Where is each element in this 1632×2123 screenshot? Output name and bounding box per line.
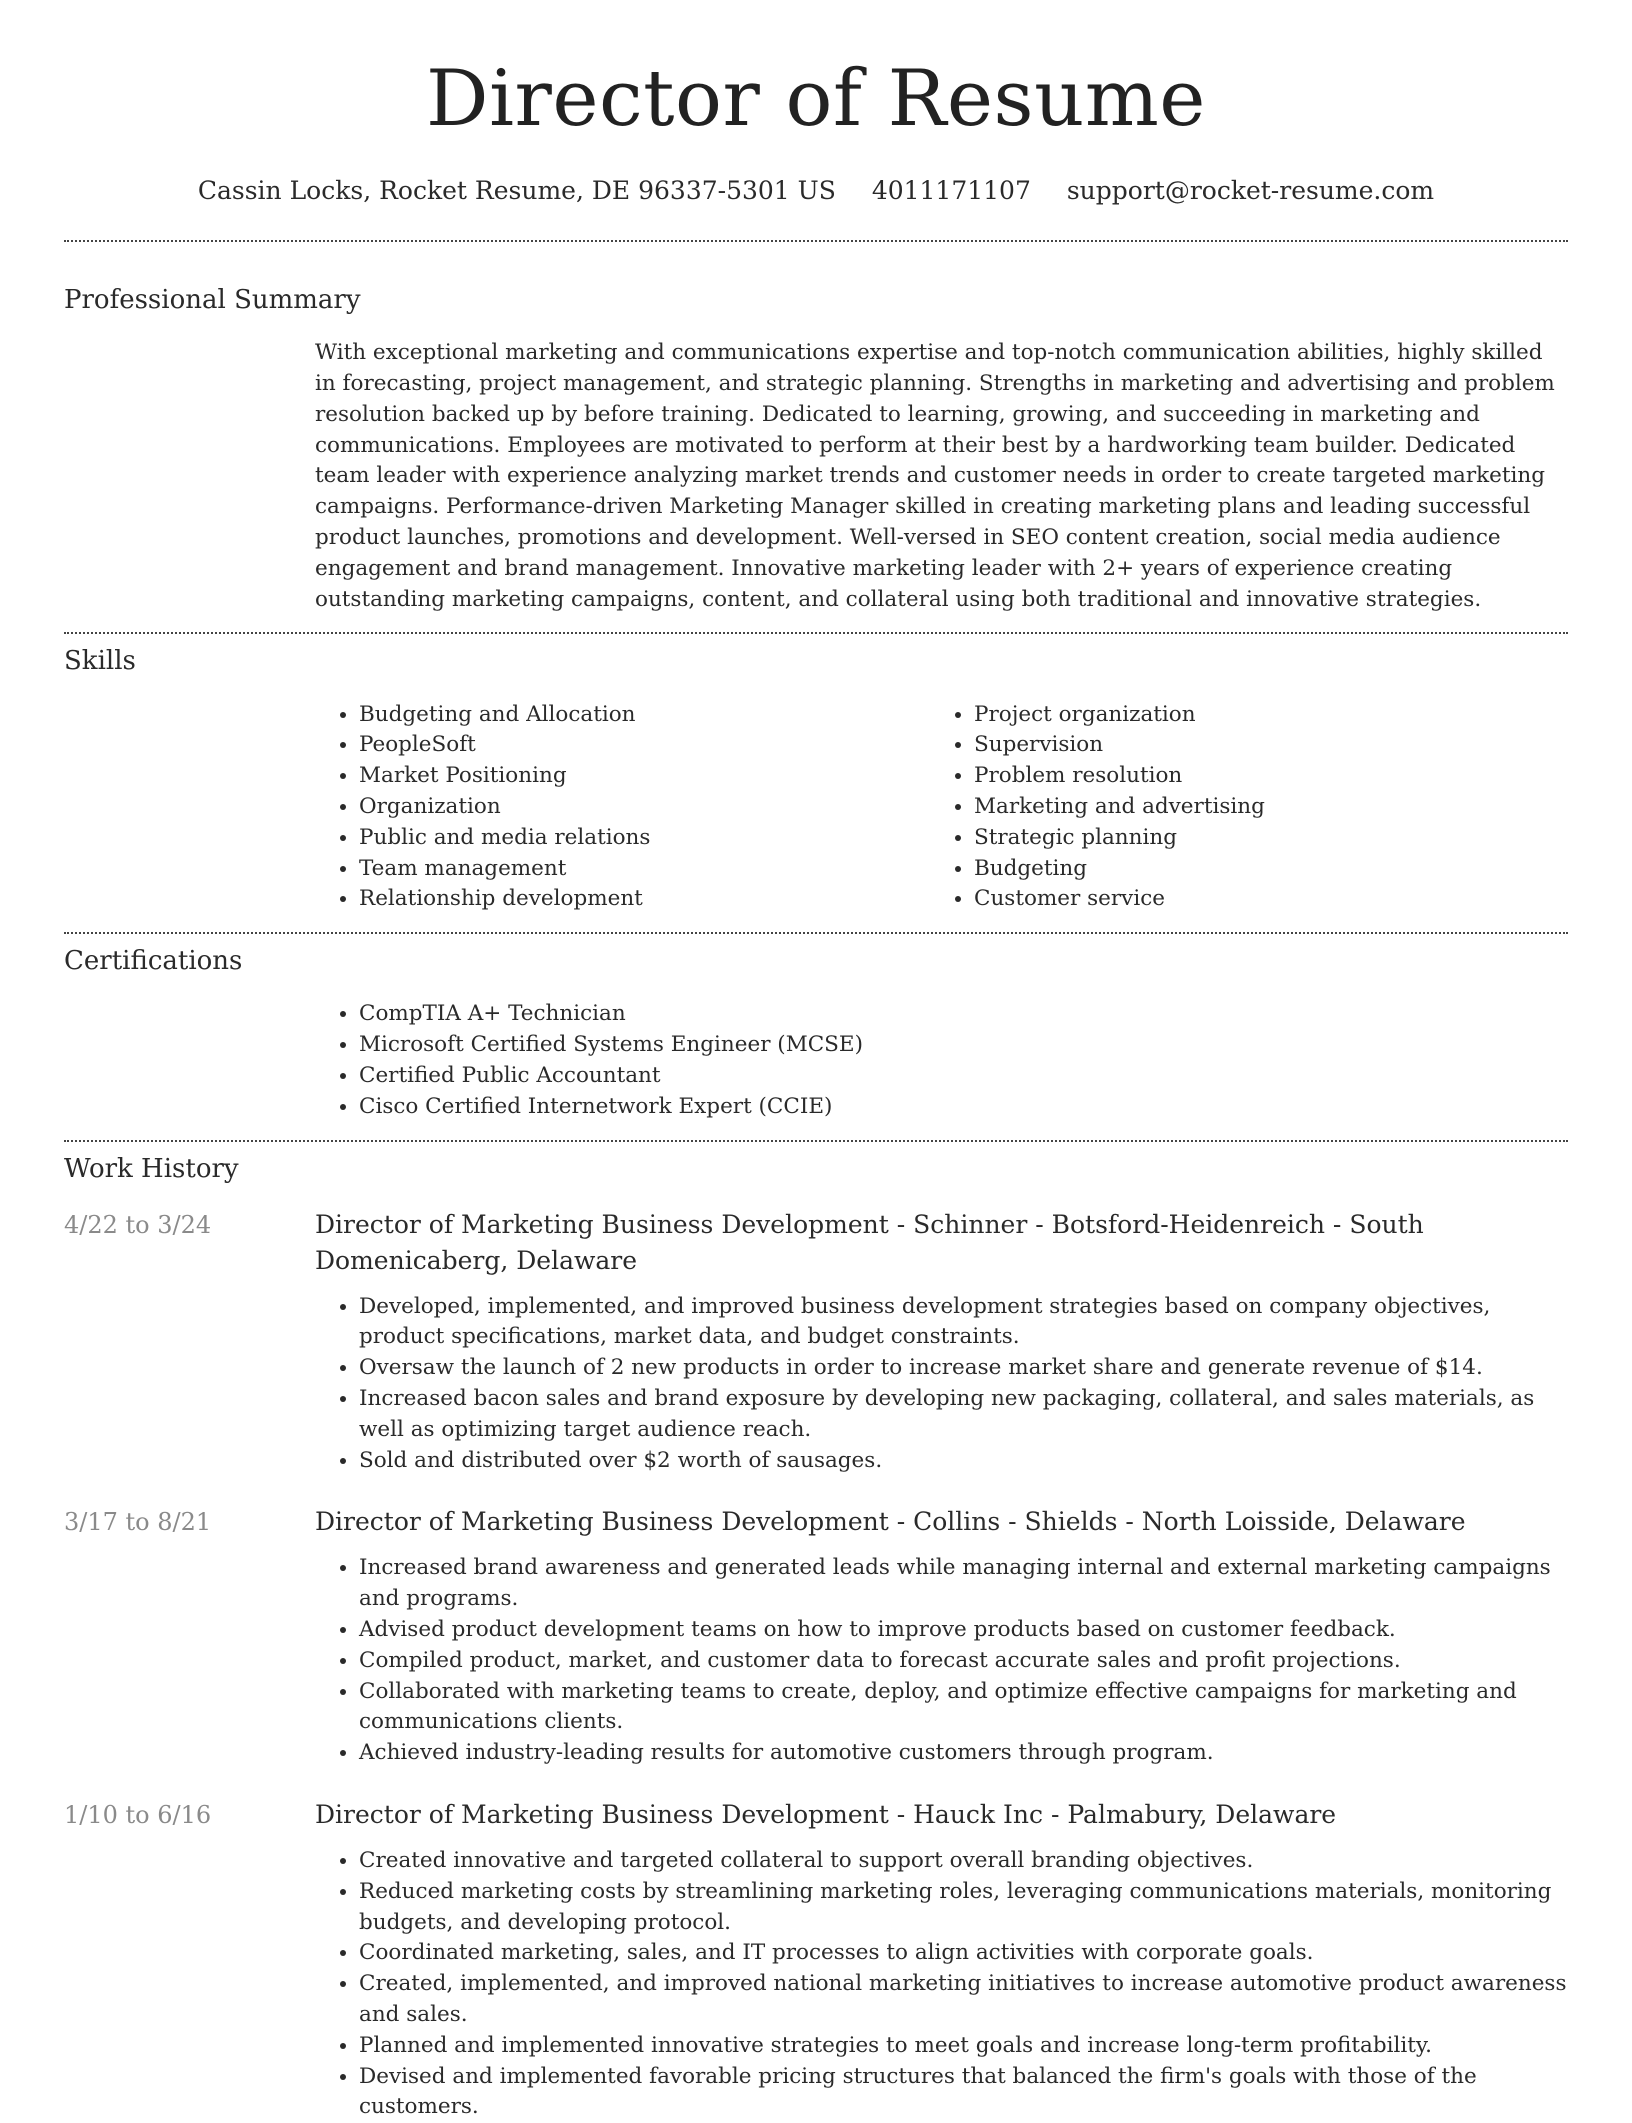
job-employer: - Hauck Inc - Palmabury, Delaware bbox=[889, 1800, 1336, 1829]
certification-item: • Certified Public Accountant bbox=[359, 1061, 1568, 1092]
skills-list bbox=[315, 700, 1568, 916]
skills-heading: Skills bbox=[64, 646, 1568, 677]
job-title bbox=[315, 1797, 1568, 1833]
job-bullet: • Increased brand awareness and generated leads while managing internal and external marketing campaigns and programs. bbox=[359, 1553, 1568, 1615]
skill-item: • Relationship development bbox=[359, 884, 930, 915]
job-dates: 1/10 to 6/16 bbox=[64, 1797, 315, 2123]
resume-page bbox=[64, 0, 1568, 2123]
job-position: Director of Marketing Business Development bbox=[315, 1800, 889, 1829]
certification-item: • Cisco Certified Internetwork Expert (CCIE) bbox=[359, 1092, 1568, 1123]
job-bullet: • Devised and implemented favorable pricing structures that balanced the firm's goals with those of the customers. bbox=[359, 2062, 1568, 2123]
certification-item: • Microsoft Certified Systems Engineer (MCSE) bbox=[359, 1030, 1568, 1061]
work-history-section bbox=[64, 1154, 1568, 2123]
certification-item: • CompTIA A+ Technician bbox=[359, 999, 1568, 1030]
page-title: Director of Resume bbox=[64, 60, 1568, 138]
skill-item: • Strategic planning bbox=[974, 823, 1545, 854]
certifications-divider bbox=[64, 1140, 1568, 1142]
job-bullet: • Reduced marketing costs by streamlining marketing roles, leveraging communications materials, monitoring budgets, and developing protocol. bbox=[359, 1877, 1568, 1939]
job-bullet: • Increased bacon sales and brand exposure by developing new packaging, collateral, and sales materials, as well as optimizing target audience reach. bbox=[359, 1384, 1568, 1446]
summary-section bbox=[64, 285, 1568, 615]
skill-item: • Customer service bbox=[974, 884, 1545, 915]
summary-heading: Professional Summary bbox=[64, 285, 1568, 316]
skills-column-left bbox=[315, 700, 930, 916]
contact-line bbox=[64, 176, 1568, 206]
job-bullet: • Advised product development teams on how to improve products based on customer feedback. bbox=[359, 1615, 1568, 1646]
skill-item: • Public and media relations bbox=[359, 823, 930, 854]
job-title bbox=[315, 1207, 1568, 1279]
summary-divider bbox=[64, 632, 1568, 634]
skills-section bbox=[64, 646, 1568, 915]
skill-item: • Problem resolution bbox=[974, 761, 1545, 792]
job-bullet: • Created, implemented, and improved national marketing initiatives to increase automotive product awareness and sales. bbox=[359, 1969, 1568, 2031]
work-history-heading: Work History bbox=[64, 1154, 1568, 1185]
contact-email: support@rocket-resume.com bbox=[1067, 176, 1434, 206]
contact-phone: 4011171107 bbox=[872, 176, 1031, 206]
header-divider bbox=[64, 240, 1568, 242]
job-entry bbox=[64, 1207, 1568, 1477]
job-bullet: • Compiled product, market, and customer data to forecast accurate sales and profit projections. bbox=[359, 1646, 1568, 1677]
job-entry bbox=[64, 1504, 1568, 1769]
job-employer: - Schinner - Botsford-Heidenreich - South Domenicaberg, Delaware bbox=[315, 1210, 1424, 1275]
skill-item: • Marketing and advertising bbox=[974, 792, 1545, 823]
job-bullet: • Achieved industry-leading results for automotive customers through program. bbox=[359, 1738, 1568, 1769]
skills-divider bbox=[64, 932, 1568, 934]
skill-item: • Supervision bbox=[974, 730, 1545, 761]
job-bullet: • Developed, implemented, and improved business development strategies based on company objectives, product specifications, market data, and budget constraints. bbox=[359, 1292, 1568, 1354]
job-bullet: • Created innovative and targeted collateral to support overall branding objectives. bbox=[359, 1846, 1568, 1877]
job-bullet-list bbox=[315, 1846, 1568, 2123]
job-details bbox=[315, 1207, 1568, 1477]
contact-address: Cassin Locks, Rocket Resume, DE 96337-5301 US bbox=[198, 176, 836, 206]
job-entry bbox=[64, 1797, 1568, 2123]
job-details bbox=[315, 1504, 1568, 1769]
skill-item: • Project organization bbox=[974, 700, 1545, 731]
skills-column-right bbox=[930, 700, 1545, 916]
summary-text: With exceptional marketing and communications expertise and top-notch communication abilities, highly skilled in forecasting, project management, and strategic planning. Strengths in marketing and advertising and problem resolution backed up by before training. Dedicated to learning, growing, and succeeding in marketing and communications. Employees are motivated to perform at their best by a hardworking team builder. Dedicated team leader with experience analyzing market trends and customer needs in order to create targeted marketing campaigns. Performance-driven Marketing Manager skilled in creating marketing plans and leading successful product launches, promotions and development. Well-versed in SEO content creation, social media audience engagement and brand management. Innovative marketing leader with 2+ years of experience creating outstanding marketing campaigns, content, and collateral using both traditional and innovative strategies. bbox=[315, 338, 1568, 615]
certifications-section bbox=[64, 946, 1568, 1122]
job-bullet-list bbox=[315, 1553, 1568, 1769]
certifications-list bbox=[315, 999, 1568, 1122]
job-bullet: • Coordinated marketing, sales, and IT processes to align activities with corporate goals. bbox=[359, 1938, 1568, 1969]
job-bullet: • Oversaw the launch of 2 new products in order to increase market share and generate revenue of $14. bbox=[359, 1353, 1568, 1384]
certifications-heading: Certifications bbox=[64, 946, 1568, 977]
job-dates: 4/22 to 3/24 bbox=[64, 1207, 315, 1477]
skill-item: • Budgeting bbox=[974, 854, 1545, 885]
skill-item: • PeopleSoft bbox=[359, 730, 930, 761]
job-bullet-list bbox=[315, 1292, 1568, 1477]
skill-item: • Team management bbox=[359, 854, 930, 885]
job-dates: 3/17 to 8/21 bbox=[64, 1504, 315, 1769]
skill-item: • Organization bbox=[359, 792, 930, 823]
job-position: Director of Marketing Business Development bbox=[315, 1210, 889, 1239]
skill-item: • Market Positioning bbox=[359, 761, 930, 792]
job-employer: - Collins - Shields - North Loisside, Delaware bbox=[889, 1507, 1466, 1536]
job-position: Director of Marketing Business Development bbox=[315, 1507, 889, 1536]
job-bullet: • Collaborated with marketing teams to create, deploy, and optimize effective campaigns for marketing and communications clients. bbox=[359, 1677, 1568, 1739]
job-bullet: • Sold and distributed over $2 worth of sausages. bbox=[359, 1446, 1568, 1477]
skill-item: • Budgeting and Allocation bbox=[359, 700, 930, 731]
job-title bbox=[315, 1504, 1568, 1540]
job-details bbox=[315, 1797, 1568, 2123]
job-bullet: • Planned and implemented innovative strategies to meet goals and increase long-term profitability. bbox=[359, 2031, 1568, 2062]
